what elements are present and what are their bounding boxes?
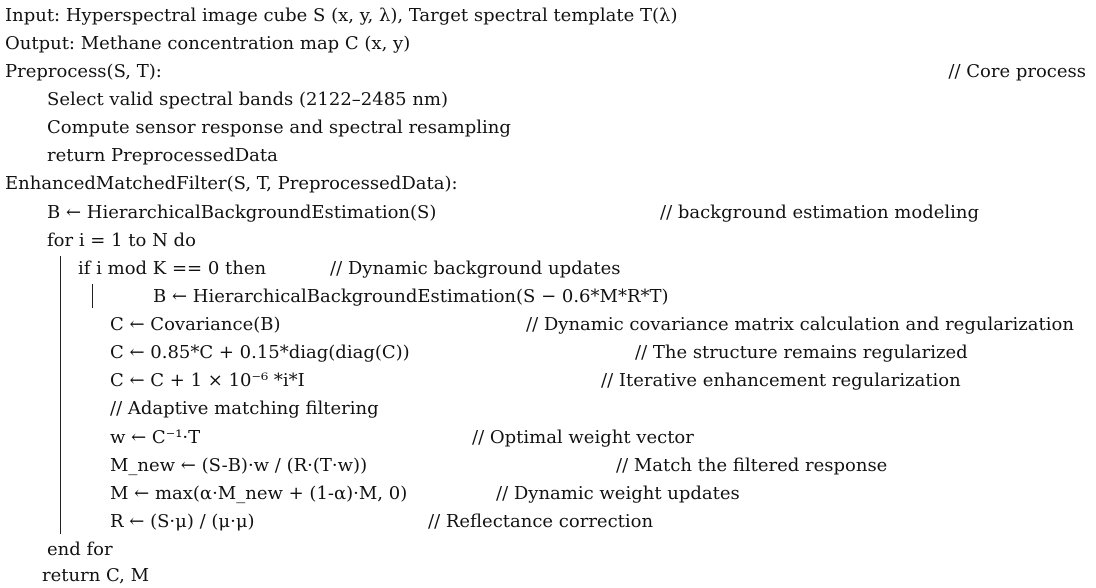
output-line: Output: Methane concentration map C (x, y): [5, 33, 411, 54]
covariance-comment: // Dynamic covariance matrix calculation and regularization: [526, 314, 1074, 335]
loop-scope-bar: [60, 256, 61, 534]
if-comment: // Dynamic background updates: [330, 258, 621, 279]
adaptive-filter-comment: // Adaptive matching filtering: [110, 398, 379, 419]
weight-vector-line: w ← C⁻¹·T: [110, 427, 201, 448]
weight-vector-comment: // Optimal weight vector: [472, 427, 694, 448]
for-loop-header: for i = 1 to N do: [47, 230, 196, 251]
preprocess-return: return PreprocessedData: [47, 145, 278, 166]
background-init-comment: // background estimation modeling: [660, 202, 980, 223]
preprocess-step-2: Compute sensor response and spectral resampling: [47, 117, 511, 138]
if-scope-bar: [92, 284, 93, 308]
background-update-line: B ← HierarchicalBackgroundEstimation(S − 0.6*M*R*T): [153, 286, 669, 307]
matched-filter-header: EnhancedMatchedFilter(S, T, PreprocessedData):: [5, 173, 458, 194]
preprocess-comment: // Core process: [948, 61, 1086, 82]
preprocess-step-1: Select valid spectral bands (2122–2485 nm): [47, 89, 449, 110]
regularization-comment-1: // The structure remains regularized: [635, 342, 968, 363]
weight-update-comment: // Dynamic weight updates: [496, 483, 740, 504]
preprocess-header: Preprocess(S, T):: [5, 61, 162, 82]
background-init-line: B ← HierarchicalBackgroundEstimation(S): [47, 202, 437, 223]
input-line: Input: Hyperspectral image cube S (x, y, λ), Target spectral template T(λ): [5, 5, 678, 26]
covariance-line: C ← Covariance(B): [110, 314, 281, 335]
match-response-line: M_new ← (S-B)·w / (R·(T·w)): [110, 455, 368, 476]
reflectance-line: R ← (S·μ) / (μ·μ): [110, 511, 255, 532]
regularization-comment-2: // Iterative enhancement regularization: [601, 370, 961, 391]
end-for-line: end for: [47, 539, 113, 560]
regularization-line-1: C ← 0.85*C + 0.15*diag(diag(C)): [110, 342, 410, 363]
weight-update-line: M ← max(α·M_new + (1-α)·M, 0): [110, 483, 408, 504]
if-line: if i mod K == 0 then: [78, 258, 267, 279]
match-response-comment: // Match the filtered response: [616, 455, 888, 476]
regularization-line-2: C ← C + 1 × 10⁻⁶ *i*I: [110, 370, 305, 391]
reflectance-comment: // Reflectance correction: [428, 511, 654, 532]
return-line: return C, M: [42, 565, 150, 586]
